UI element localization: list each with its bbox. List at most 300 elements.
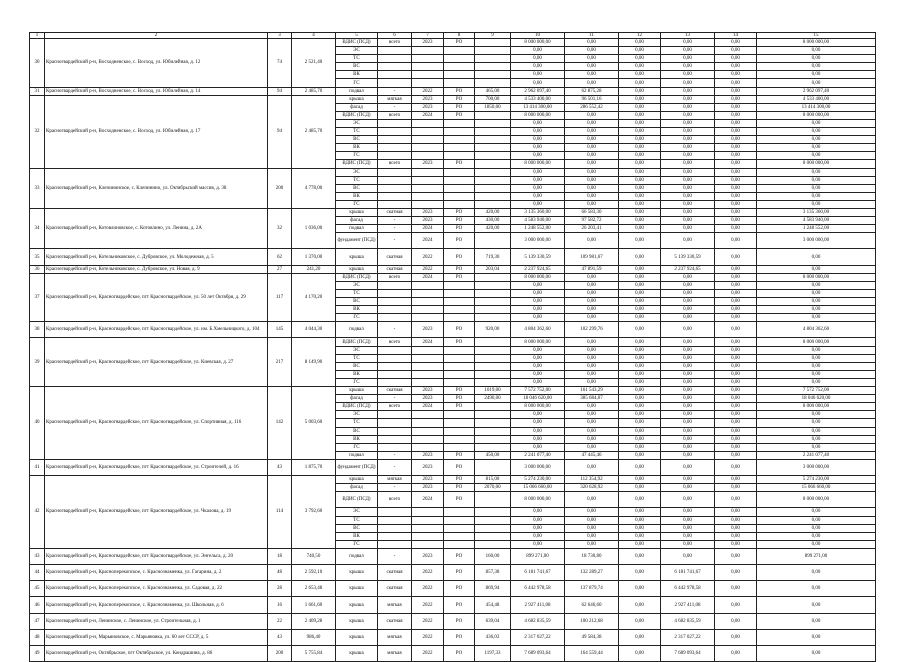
table-cell: ВДИС (ПСД) — [336, 111, 378, 119]
table-cell: 0,00 — [511, 540, 565, 548]
table-cell: 0,00 — [715, 144, 757, 152]
table-cell: 2 317 027,22 — [511, 629, 565, 645]
merged-cell: 217 — [268, 338, 292, 387]
table-cell: 0,00 — [565, 160, 619, 168]
table-cell: 0,00 — [757, 370, 876, 378]
table-cell: 2 241 077,40 — [511, 451, 565, 459]
table-cell: 8 000 000,00 — [511, 160, 565, 168]
table-cell: 1 661,60 — [292, 597, 336, 613]
table-cell: - — [378, 217, 412, 225]
merged-cell: 4 170,20 — [292, 273, 336, 322]
table-cell — [475, 233, 511, 249]
table-cell: 0,00 — [511, 314, 565, 322]
table-cell — [412, 532, 444, 540]
table-cell — [444, 63, 475, 71]
table-cell: ВС — [336, 427, 378, 435]
table-cell: 0,00 — [757, 298, 876, 306]
table-cell: 0,00 — [715, 128, 757, 136]
table-cell: 0,00 — [619, 362, 661, 370]
table-cell: 0,00 — [757, 136, 876, 144]
table-cell: 0,00 — [661, 168, 715, 176]
column-number-cell: 14 — [715, 33, 757, 39]
table-cell: 2 927 411,08 — [511, 597, 565, 613]
table-cell — [378, 306, 412, 314]
table-cell: РО — [444, 451, 475, 459]
table-cell: 8 000 000,00 — [757, 111, 876, 119]
table-cell — [412, 281, 444, 289]
table-row — [30, 548, 876, 564]
table-cell: 0,00 — [511, 47, 565, 55]
table-cell: 0,00 — [565, 47, 619, 55]
table-cell — [412, 200, 444, 208]
table-cell: 2024 — [412, 233, 444, 249]
table-cell — [475, 346, 511, 354]
table-cell: 2 237 924,65 — [661, 265, 715, 273]
table-cell: 0,00 — [511, 168, 565, 176]
table-cell: 0,00 — [511, 176, 565, 184]
table-cell: фундамент (ПСД) — [336, 459, 378, 475]
table-cell — [412, 152, 444, 160]
table-cell: 0,00 — [619, 346, 661, 354]
column-number-cell: 9 — [475, 33, 511, 39]
table-cell — [412, 128, 444, 136]
table-cell: крыша — [336, 646, 378, 662]
table-cell: 0,00 — [661, 136, 715, 144]
address-cell: Красногвардейский р-н, Котельниковское, с. Дубровское, ул. Новая, д. 9 — [45, 265, 268, 273]
table-cell: 0,00 — [511, 346, 565, 354]
table-cell: 0,00 — [715, 403, 757, 411]
merged-cell: 94 — [268, 95, 292, 168]
table-cell: подвал — [336, 322, 378, 338]
table-cell: 8 000 000,00 — [511, 403, 565, 411]
table-cell — [444, 152, 475, 160]
table-cell: 47 — [30, 613, 45, 629]
table-cell: 0,00 — [715, 79, 757, 87]
table-cell — [475, 192, 511, 200]
table-cell — [444, 370, 475, 378]
table-cell: 2023 — [412, 217, 444, 225]
table-cell: подвал — [336, 548, 378, 564]
table-cell: - — [378, 87, 412, 95]
table-cell: 420,00 — [475, 225, 511, 233]
table-cell — [475, 136, 511, 144]
table-cell — [475, 370, 511, 378]
table-cell: - — [378, 459, 412, 475]
table-cell: 7 572 752,00 — [511, 387, 565, 395]
table-cell: РО — [444, 395, 475, 403]
table-cell: 0,00 — [757, 362, 876, 370]
table-cell: 45 — [30, 581, 45, 597]
table-cell: 450,00 — [475, 451, 511, 459]
table-cell: 18 730,80 — [565, 548, 619, 564]
address-cell: Красногвардейский р-н, Красногвардейское, пгт Красногвардейское, ул. Киевская, д. 27 — [45, 338, 268, 387]
table-cell: - — [378, 322, 412, 338]
table-cell — [475, 281, 511, 289]
table-cell: 8 000 000,00 — [757, 403, 876, 411]
table-cell — [475, 79, 511, 87]
address-cell: Красногвардейский р-н, Котовлиновское, с. Котовлино, ул. Ленина, д. 2А — [45, 208, 268, 248]
table-cell: РО — [444, 103, 475, 111]
table-cell — [475, 427, 511, 435]
table-cell: 0,00 — [565, 314, 619, 322]
table-cell: 0,00 — [565, 168, 619, 176]
table-cell: 0,00 — [715, 103, 757, 111]
table-cell: 7 572 752,00 — [757, 387, 876, 395]
table-cell: 0,00 — [715, 354, 757, 362]
table-cell — [412, 443, 444, 451]
table-cell: 2023 — [412, 39, 444, 47]
table-cell: 2023 — [412, 459, 444, 475]
table-cell: 0,00 — [715, 362, 757, 370]
table-cell: 0,00 — [715, 492, 757, 508]
table-cell — [475, 306, 511, 314]
table-cell: 0,00 — [715, 152, 757, 160]
table-cell: 0,00 — [757, 411, 876, 419]
table-cell — [444, 119, 475, 127]
table-cell: ТС — [336, 419, 378, 427]
table-cell: 0,00 — [757, 265, 876, 273]
table-cell: 0,00 — [715, 298, 757, 306]
table-cell: РО — [444, 233, 475, 249]
table-cell: 0,00 — [661, 160, 715, 168]
table-cell — [444, 144, 475, 152]
table-cell: крыша — [336, 249, 378, 265]
table-cell: 0,00 — [565, 289, 619, 297]
table-cell: ВДИС (ПСД) — [336, 492, 378, 508]
table-cell: скатная — [378, 565, 412, 581]
table-cell: крыша — [336, 95, 378, 103]
table-cell: 0,00 — [565, 281, 619, 289]
table-cell: 815,00 — [475, 476, 511, 484]
table-cell: 66 583,30 — [565, 208, 619, 216]
table-cell — [412, 119, 444, 127]
capital-repair-table — [29, 32, 876, 662]
table-cell — [378, 508, 412, 516]
table-cell — [444, 200, 475, 208]
merged-cell: 40 — [30, 387, 45, 460]
table-cell — [475, 354, 511, 362]
table-cell: 0,00 — [511, 144, 565, 152]
table-cell — [378, 200, 412, 208]
table-cell — [412, 378, 444, 386]
table-cell: 0,00 — [511, 71, 565, 79]
table-cell: 0,00 — [511, 79, 565, 87]
table-cell — [475, 298, 511, 306]
table-cell: 0,00 — [565, 176, 619, 184]
table-cell — [378, 524, 412, 532]
table-cell: 28 — [268, 581, 292, 597]
table-cell: 4 583 940,00 — [757, 217, 876, 225]
table-cell — [378, 136, 412, 144]
table-cell: 0,00 — [661, 208, 715, 216]
address-cell: Красногвардейский р-н, Красногвардейское, пгт Красногвардейское, ул. Спортивная, д. 116 — [45, 387, 268, 460]
table-cell: 35 — [30, 249, 45, 265]
table-cell: 0,00 — [661, 217, 715, 225]
table-cell — [444, 524, 475, 532]
table-cell: 0,00 — [661, 524, 715, 532]
table-cell: 1 248 552,00 — [757, 225, 876, 233]
table-cell: 0,00 — [661, 395, 715, 403]
merged-cell: 4 778,00 — [292, 168, 336, 208]
table-cell: 0,00 — [757, 378, 876, 386]
table-cell: 0,00 — [757, 435, 876, 443]
table-cell — [378, 71, 412, 79]
table-cell: крыша — [336, 597, 378, 613]
table-cell: 0,00 — [619, 103, 661, 111]
table-cell: подвал — [336, 87, 378, 95]
table-cell: - — [378, 548, 412, 564]
table-cell: 0,00 — [565, 524, 619, 532]
merged-cell: 32 — [30, 95, 45, 168]
table-cell: 0,00 — [619, 516, 661, 524]
table-cell: 0,00 — [715, 119, 757, 127]
table-cell: 920,00 — [475, 322, 511, 338]
table-cell: 0,00 — [619, 484, 661, 492]
table-cell: 96 501,16 — [565, 95, 619, 103]
table-cell: 0,00 — [661, 378, 715, 386]
table-cell — [378, 63, 412, 71]
merged-cell: 42 — [30, 476, 45, 549]
table-cell: 869,94 — [475, 581, 511, 597]
table-cell: ВС — [336, 136, 378, 144]
table-cell — [444, 362, 475, 370]
table-cell — [378, 362, 412, 370]
table-cell: 38 — [30, 322, 45, 338]
table-cell: 2024 — [412, 492, 444, 508]
table-cell: 49 — [30, 646, 45, 662]
table-cell: 62 — [268, 249, 292, 265]
table-cell: 0,00 — [619, 152, 661, 160]
table-cell: 16 — [268, 597, 292, 613]
table-cell: 0,00 — [715, 581, 757, 597]
table-cell: ВС — [336, 184, 378, 192]
table-row — [30, 168, 876, 176]
table-row — [30, 476, 876, 484]
table-cell: 0,00 — [715, 160, 757, 168]
table-cell — [475, 532, 511, 540]
table-cell: ВК — [336, 71, 378, 79]
address-cell: Красногвардейский р-н, Красноперекопское, с. Краснознаменка, ул. Школьная, д. 6 — [45, 597, 268, 613]
table-cell: 5 274 230,00 — [511, 476, 565, 484]
table-cell: РО — [444, 403, 475, 411]
table-cell: 0,00 — [565, 79, 619, 87]
merged-cell: 2 485,70 — [292, 95, 336, 168]
table-cell: 0,00 — [715, 225, 757, 233]
table-cell: 0,00 — [661, 443, 715, 451]
table-cell: 0,00 — [661, 346, 715, 354]
address-cell: Красногвардейский р-н, Красноперекопское, с. Краснознаменка, ул. Садовая, д. 22 — [45, 581, 268, 597]
table-cell — [412, 47, 444, 55]
table-cell: 94 — [268, 87, 292, 95]
table-cell: 2023 — [412, 103, 444, 111]
table-cell: 0,00 — [619, 532, 661, 540]
table-cell: 6 181 741,67 — [661, 565, 715, 581]
table-cell — [378, 370, 412, 378]
merged-cell: 142 — [268, 387, 292, 460]
table-row — [30, 322, 876, 338]
table-cell — [412, 168, 444, 176]
table-cell: 0,00 — [511, 152, 565, 160]
table-cell: 15 066 660,00 — [757, 484, 876, 492]
table-cell: 0,00 — [619, 354, 661, 362]
table-cell: 0,00 — [661, 492, 715, 508]
table-cell: 203,04 — [475, 265, 511, 273]
table-cell — [475, 314, 511, 322]
table-cell: 0,00 — [565, 192, 619, 200]
table-cell: 2022 — [412, 87, 444, 95]
table-cell: 0,00 — [619, 403, 661, 411]
merged-cell: 37 — [30, 273, 45, 322]
table-cell — [475, 435, 511, 443]
table-cell — [444, 540, 475, 548]
table-cell: 0,00 — [757, 281, 876, 289]
table-cell: 2070,00 — [475, 484, 511, 492]
table-cell: 0,00 — [715, 484, 757, 492]
table-cell: 0,00 — [511, 516, 565, 524]
table-cell: 6 442 978,58 — [511, 581, 565, 597]
table-cell: 2490,00 — [475, 395, 511, 403]
address-cell: Красногвардейский р-н, Клепининское, с. Клепинино, ул. Октябрьский массив, д. 38 — [45, 168, 268, 208]
table-cell: мягкая — [378, 95, 412, 103]
table-cell: 8 000 000,00 — [511, 39, 565, 47]
table-cell: 2024 — [412, 403, 444, 411]
address-cell: Красногвардейский р-н, Красногвардейское, пгт Красногвардейское, ул. 50 лет Октября, д. 29 — [45, 273, 268, 322]
table-cell: РО — [444, 581, 475, 597]
table-cell: 0,00 — [661, 87, 715, 95]
table-cell: 0,00 — [661, 459, 715, 475]
table-cell — [475, 144, 511, 152]
column-number-cell: 13 — [661, 33, 715, 39]
table-cell — [412, 144, 444, 152]
table-cell: 0,00 — [715, 395, 757, 403]
table-cell: 0,00 — [511, 378, 565, 386]
table-cell: РО — [444, 459, 475, 475]
table-row — [30, 565, 876, 581]
table-cell: 0,00 — [565, 273, 619, 281]
table-cell: 0,00 — [757, 144, 876, 152]
table-cell: 0,00 — [619, 370, 661, 378]
table-cell: 639,04 — [475, 613, 511, 629]
table-cell: РО — [444, 225, 475, 233]
table-cell: 0,00 — [661, 176, 715, 184]
table-cell: 2023 — [412, 95, 444, 103]
table-cell: РО — [444, 322, 475, 338]
table-cell: 0,00 — [619, 71, 661, 79]
table-cell: 112 354,92 — [565, 476, 619, 484]
table-cell — [412, 298, 444, 306]
table-cell: ГС — [336, 378, 378, 386]
merged-cell: 5 003,60 — [292, 387, 336, 460]
table-cell: 0,00 — [619, 524, 661, 532]
table-cell: 13 414 300,00 — [511, 103, 565, 111]
table-cell: 43 — [30, 548, 45, 564]
table-cell — [412, 540, 444, 548]
table-cell: 0,00 — [565, 111, 619, 119]
table-cell: 43 — [268, 629, 292, 645]
table-cell: 0,00 — [661, 233, 715, 249]
table-cell: 2 653,48 — [292, 581, 336, 597]
table-cell — [378, 540, 412, 548]
table-cell: скатная — [378, 613, 412, 629]
table-cell: 0,00 — [757, 119, 876, 127]
table-cell — [412, 79, 444, 87]
merged-cell: 114 — [268, 476, 292, 549]
table-cell: 5 755,84 — [292, 646, 336, 662]
table-cell: 0,00 — [661, 119, 715, 127]
table-cell: 0,00 — [715, 217, 757, 225]
address-cell: Красногвардейский р-н, Марьяновское, с. Марьяновка, ул. 60 лет СССР, д. 5 — [45, 629, 268, 645]
table-cell: ТС — [336, 354, 378, 362]
table-cell: 0,00 — [661, 476, 715, 484]
table-cell: 0,00 — [565, 184, 619, 192]
table-cell: 0,00 — [715, 419, 757, 427]
merged-cell: 34 — [30, 208, 45, 248]
table-cell: 8 000 000,00 — [511, 492, 565, 508]
table-cell — [412, 306, 444, 314]
table-cell: 0,00 — [565, 435, 619, 443]
table-cell: 2023 — [412, 322, 444, 338]
table-cell: 0,00 — [715, 565, 757, 581]
table-cell: 436,03 — [475, 629, 511, 645]
table-cell: 320 628,92 — [565, 484, 619, 492]
table-cell: 0,00 — [511, 370, 565, 378]
table-cell: 0,00 — [661, 192, 715, 200]
table-cell: 0,00 — [661, 152, 715, 160]
table-cell: 0,00 — [715, 548, 757, 564]
table-cell: - — [378, 484, 412, 492]
table-cell: ВС — [336, 63, 378, 71]
table-cell: 0,00 — [661, 55, 715, 63]
table-cell: РО — [444, 613, 475, 629]
column-number-cell: 3 — [268, 33, 292, 39]
table-cell: 8 000 000,00 — [757, 39, 876, 47]
table-cell — [378, 298, 412, 306]
table-cell: мягкая — [378, 646, 412, 662]
table-cell: 4 583 940,00 — [511, 217, 565, 225]
table-cell: 0,00 — [715, 459, 757, 475]
table-cell — [444, 281, 475, 289]
table-cell: 2022 — [412, 249, 444, 265]
table-cell: 0,00 — [619, 233, 661, 249]
table-cell — [378, 176, 412, 184]
table-cell: 2 485,70 — [292, 87, 336, 95]
table-cell: РО — [444, 387, 475, 395]
table-cell: 0,00 — [661, 281, 715, 289]
table-cell: 0,00 — [715, 200, 757, 208]
table-cell: 0,00 — [619, 476, 661, 484]
table-cell: 0,00 — [619, 111, 661, 119]
table-cell: 0,00 — [757, 629, 876, 645]
table-cell — [412, 192, 444, 200]
table-row — [30, 249, 876, 265]
table-cell: 0,00 — [715, 435, 757, 443]
table-cell: 430,00 — [475, 217, 511, 225]
table-cell: всего — [378, 338, 412, 346]
table-cell: 0,00 — [661, 103, 715, 111]
table-cell: РО — [444, 208, 475, 216]
table-cell — [475, 378, 511, 386]
table-cell: 0,00 — [757, 55, 876, 63]
column-number-cell: 2 — [45, 33, 268, 39]
table-cell: 0,00 — [619, 95, 661, 103]
table-cell: 0,00 — [619, 646, 661, 662]
table-cell — [475, 403, 511, 411]
table-cell: фасад — [336, 103, 378, 111]
table-cell: 0,00 — [619, 338, 661, 346]
table-cell: 0,00 — [715, 540, 757, 548]
table-cell — [444, 168, 475, 176]
table-cell: 385 684,07 — [565, 395, 619, 403]
